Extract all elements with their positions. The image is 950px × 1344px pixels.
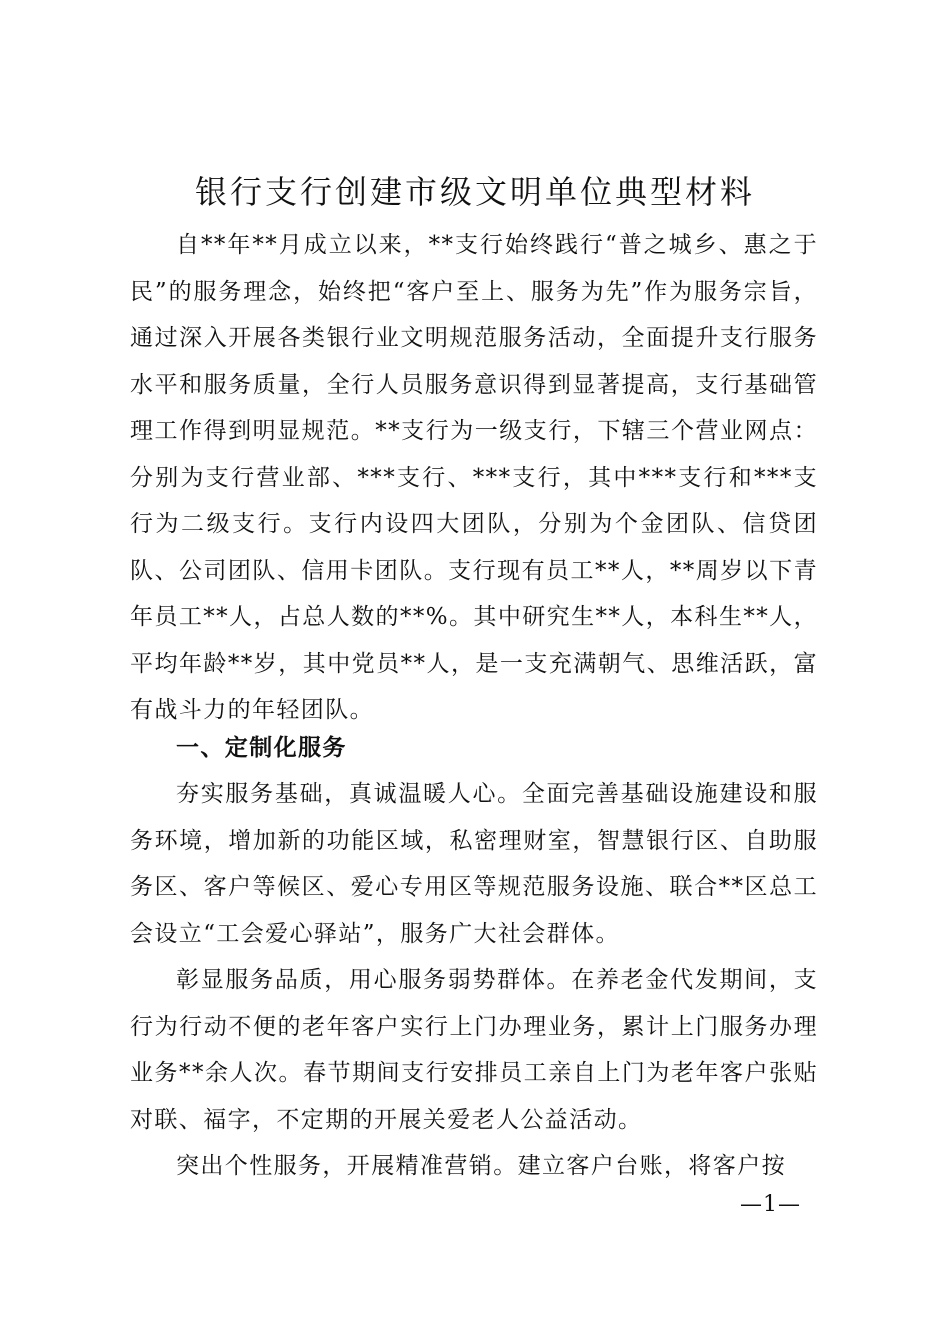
section-heading: 一、定制化服务 [176, 735, 347, 761]
section-paragraph-2: 彰显服务品质，用心服务弱势群体。在养老金代发期间，支行为行动不便的老年客户实行上门办理业务，累计上门服务办理业务**余人次。春节期间支行安排员工亲自上门为老年客户张贴对联、福字，不定期的开展关爱老人公益活动。 [130, 967, 818, 1133]
intro-paragraph: 自**年**月成立以来，**支行始终践行“普之城乡、惠之于民”的服务理念，始终把“客户至上、服务为先”作为服务宗旨，通过深入开展各类银行业文明规范服务活动，全面提升支行服务水平和服务质量，全行人员服务意识得到显著提高，支行基础管理工作得到明显规范。**支行为一级支行，下辖三个营业网点：分别为支行营业部、***支行、***支行，其中***支行和***支行为二级支行。支行内设四大团队，分别为个金团队、信贷团队、公司团队、信用卡团队。支行现有员工**人，**周岁以下青年员工**人，占总人数的**%。其中研究生**人，本科生**人，平均年龄**岁，其中党员**人，是一支充满朝气、思维活跃，富有战斗力的年轻团队。 [130, 232, 818, 723]
section-paragraph-1: 夯实服务基础，真诚温暖人心。全面完善基础设施建设和服务环境，增加新的功能区域，私密理财室，智慧银行区、自助服务区、客户等候区、爱心专用区等规范服务设施、联合**区总工会设立“工会爱心驿站”，服务广大社会群体。 [130, 781, 818, 947]
document-title: 银行支行创建市级文明单位典型材料 [194, 173, 755, 211]
page-number: —1— [740, 1192, 801, 1217]
section-paragraph-3: 突出个性服务，开展精准营销。建立客户台账，将客户按 [176, 1153, 786, 1179]
